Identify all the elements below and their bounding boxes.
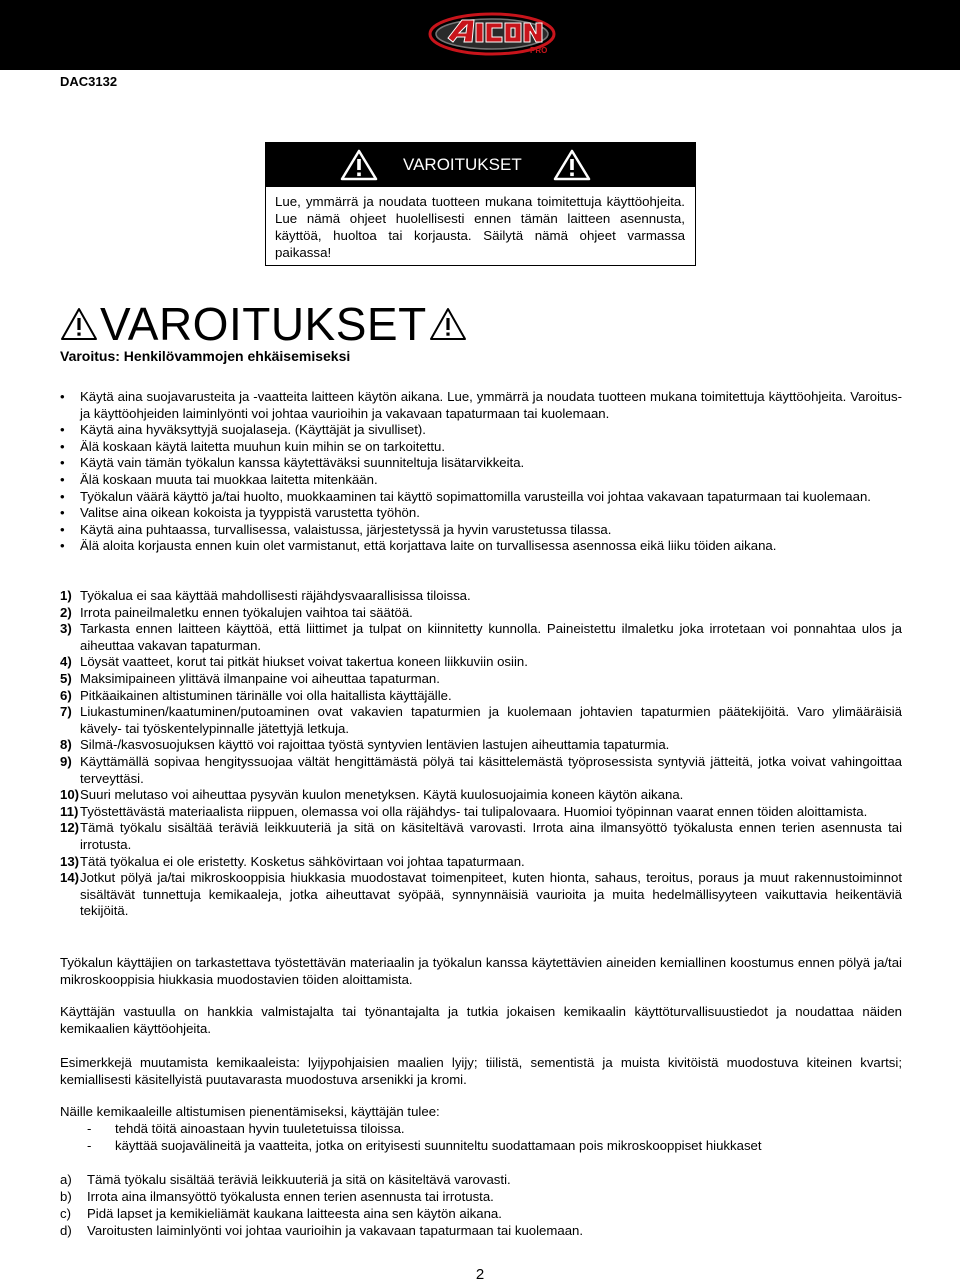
numbered-item (60, 671, 902, 688)
paragraph-exposure-intro: Näille kemikaaleille altistumisen pienentämiseksi, käyttäjän tulee: (60, 1104, 440, 1119)
letter-marker: c) (60, 1206, 71, 1221)
bullet-marker: • (60, 455, 65, 471)
item-number: 7) (60, 704, 72, 720)
bullet-marker: • (60, 488, 65, 504)
numbered-item (60, 854, 902, 871)
bullet-marker: • (60, 438, 65, 454)
list-item-text: Käytä aina hyväksyttyjä suojalaseja. (Käyttäjät ja sivulliset). (80, 422, 426, 438)
item-text: Jotkut pölyä ja/tai mikroskooppisia hiukkasia muodostavat toimenpiteet, kuten hionta, sahaus, teroitus, poraus ja muut rakennustoiminnot sisältävät tunnettuja kemikaaleja, jotka aiheuttavat syöpää, synnynnäisiä vaurioita ja muita hedelmällisyyteen vaikuttavia heikentäviä tekijöitä. (80, 870, 902, 919)
item-number: 5) (60, 670, 72, 686)
warning-box-text: Lue, ymmärrä ja noudata tuotteen mukana toimitettuja käyttöohjeita. Lue nämä ohjeet huolellisesti ennen tämän laitteen asennusta, käyttöä, huoltoa tai korjausta. Säilytä nämä ohjeet varmassa paikassa! (275, 194, 685, 260)
warning-box (265, 142, 696, 266)
warning-box-header (266, 143, 695, 187)
bullet-marker: • (60, 422, 65, 438)
list-item-text: Älä koskaan muuta tai muokkaa laitetta mitenkään. (80, 471, 378, 487)
document-code: DAC3132 (60, 74, 118, 89)
numbered-item (60, 787, 902, 804)
section-title: VAROITUKSET (100, 298, 427, 350)
section-subtitle: Varoitus: Henkilövammojen ehkäisemiseksi (60, 348, 351, 364)
item-text: Työstettävästä materiaalista riippuen, olemassa voi olla räjähdys- tai tulipalovaara. Huomioi työpinnan vaarat ennen töiden aloittamista. (80, 803, 868, 819)
item-number: 12) (60, 820, 80, 836)
dash-marker: - (87, 1137, 92, 1153)
numbered-item (60, 621, 902, 654)
list-item-text: tehdä töitä ainoastaan hyvin tuuletetuissa tiloissa. (115, 1121, 405, 1136)
list-item (60, 538, 902, 555)
list-item-text: Käytä vain tämän työkalun kanssa käytettäväksi suunniteltuja lisätarvikkeita. (80, 455, 525, 471)
list-item (60, 505, 902, 522)
paragraph-chemical-check: Työkalun käyttäjien on tarkastettava työstettävän materiaalin ja työkalun kanssa käytettävien aineiden kemiallinen koostumus ennen pölyä ja/tai mikroskooppisia hiukkasia muodostavien töiden aloittamista. (60, 955, 902, 987)
list-item-text: Käytä aina suojavarusteita ja -vaatteita laitteen käytön aikana. Lue, ymmärrä ja noudata tuotteen mukana toimitettuja käyttöohjeita. Varoitus- ja käyttöohjeiden laiminlyönti voi johtaa vaurioihin ja vakavaan tapaturmaan tai kuolemaan. (80, 389, 902, 421)
item-number: 11) (60, 803, 79, 819)
list-item (60, 1138, 902, 1155)
item-number: 10) (60, 787, 80, 803)
list-item (60, 489, 902, 506)
list-item-text: Työkalun väärä käyttö ja/tai huolto, muokkaaminen tai käyttö sopimattomilla varusteilla voi johtaa vakavaan tapaturmaan tai kuolemaan. (80, 488, 871, 504)
item-text: Löysät vaatteet, korut tai pitkät hiukset voivat takertua koneen liikkuviin osiin. (80, 654, 528, 670)
item-text: Irrota paineilmaletku ennen työkalujen vaihtoa tai säätöä. (80, 604, 413, 620)
paragraph-chemical-examples: Esimerkkejä muutamista kemikaaleista: lyijypohjaisien maalien lyijy; tiilistä, sementistä ja muista kivitöistä muodostuva kiteinen kvartsi; kemiallisesti käsitellyistä puutavarasta muodostuva arsenikki ja kromi. (60, 1055, 902, 1087)
section-heading (60, 298, 467, 350)
item-text: Silmä-/kasvosuojuksen käyttö voi rajoittaa työstä syntyvien lentävien lastujen aiheuttamia tapaturmia. (80, 737, 670, 753)
list-item-text: Käytä aina puhtaassa, turvallisessa, valaistussa, järjestetyssä ja hyvin varustetussa tilassa. (80, 521, 612, 537)
warning-triangle-icon (429, 306, 467, 342)
numbered-item (60, 737, 902, 754)
list-item (60, 1188, 902, 1205)
warning-box-title: VAROITUKSET (403, 155, 522, 174)
page-number: 2 (475, 1266, 485, 1283)
letter-marker: a) (60, 1172, 72, 1187)
list-item (60, 1171, 902, 1188)
top-banner (0, 0, 960, 70)
numbered-item (60, 820, 902, 853)
list-item (60, 472, 902, 489)
list-item (60, 1222, 902, 1239)
list-item (60, 522, 902, 539)
item-number: 1) (60, 588, 72, 603)
item-number: 6) (60, 687, 72, 703)
warning-triangle-icon (553, 149, 591, 181)
numbered-item (60, 654, 902, 671)
list-item (60, 455, 902, 472)
list-item-text: Tämä työkalu sisältää teräviä leikkuuteriä ja sitä on käsiteltävä varovasti. (87, 1172, 511, 1187)
list-item-text: Älä koskaan käytä laitetta muuhun kuin mihin se on tarkoitettu. (80, 438, 446, 454)
lettered-list (60, 1171, 902, 1239)
numbered-item (60, 704, 902, 737)
numbered-item (60, 804, 902, 821)
dash-marker: - (87, 1121, 92, 1136)
warning-triangle-icon (340, 149, 378, 181)
bullet-marker: • (60, 505, 65, 521)
safety-bullet-list (60, 389, 902, 555)
numbered-safety-list (60, 588, 902, 920)
numbered-item (60, 754, 902, 787)
warning-triangle-icon (60, 306, 98, 342)
exposure-dash-list (60, 1121, 902, 1154)
item-number: 8) (60, 737, 72, 753)
item-text: Liukastuminen/kaatuminen/putoaminen ovat vakavien tapaturmien ja kuolemaan johtavien tapaturmien päätekijöitä. Varo ylimääräisiä kävely- tai työskentelypinnalle jätettyjä letkuja. (80, 704, 902, 736)
item-text: Suuri melutaso voi aiheuttaa pysyvän kuulon menetyksen. Käytä kuulosuojaimia koneen käytön aikana. (80, 787, 684, 803)
bullet-marker: • (60, 389, 65, 404)
numbered-item (60, 605, 902, 622)
bullet-marker: • (60, 538, 65, 554)
bullet-marker: • (60, 471, 65, 487)
letter-marker: d) (60, 1223, 72, 1238)
svg-text:PRO: PRO (530, 46, 548, 55)
aicon-logo (428, 8, 556, 60)
numbered-item (60, 688, 902, 705)
item-number: 4) (60, 654, 72, 670)
item-number: 14) (60, 870, 80, 886)
list-item-text: Irrota aina ilmansyöttö työkalusta ennen terien asennusta tai irrotusta. (87, 1189, 494, 1204)
letter-marker: b) (60, 1189, 72, 1204)
item-text: Tätä työkalua ei ole eristetty. Kosketus sähkövirtaan voi johtaa tapaturmaan. (80, 853, 525, 869)
item-number: 3) (60, 621, 72, 637)
list-item (60, 422, 902, 439)
list-item-text: Valitse aina oikean kokoista ja tyyppistä varustetta työhön. (80, 505, 420, 521)
list-item (60, 389, 902, 422)
item-text: Pitkäaikainen altistuminen tärinälle voi olla haitallista käyttäjälle. (80, 687, 452, 703)
paragraph-user-responsibility: Käyttäjän vastuulla on hankkia valmistajalta tai työnantajalta ja tutkia jokaisen kemikaalin käyttöturvallisuustiedot ja noudattaa näiden kemikaalien käyttöohjeita. (60, 1004, 902, 1036)
item-number: 2) (60, 604, 72, 620)
item-number: 9) (60, 753, 72, 769)
list-item (60, 439, 902, 456)
numbered-item (60, 588, 902, 605)
list-item-text: Pidä lapset ja kemikieliämät kaukana laitteesta aina sen käytön aikana. (87, 1206, 502, 1221)
list-item (60, 1121, 902, 1138)
item-text: Työkalua ei saa käyttää mahdollisesti räjähdysvaarallisissa tiloissa. (80, 588, 471, 603)
item-text: Tarkasta ennen laitteen käyttöä, että liittimet ja tulpat on kiinnitetty kunnolla. Paineistettu ilmaletku joka irrotetaan voi ponnahtaa ulos ja aiheuttaa vakavan tapaturman. (80, 621, 902, 653)
list-item (60, 1205, 902, 1222)
item-text: Tämä työkalu sisältää teräviä leikkuuteriä ja sitä on käsiteltävä varovasti. Irrota aina ilmansyöttö työkalusta ennen terien asennusta tai irrotusta. (80, 820, 902, 852)
list-item-text: käyttää suojavälineitä ja vaatteita, jotka on erityisesti suunniteltu suodattamaan pois mikroskooppiset hiukkaset (115, 1137, 762, 1153)
item-text: Käyttämällä sopivaa hengityssuojaa vältät hengittämästä pölyä tai käsittelemästä työprosessista syntyviä jätteitä, jotka voivat vahingoittaa terveyttäsi. (80, 753, 902, 786)
list-item-text: Varoitusten laiminlyönti voi johtaa vaurioihin ja vakavaan tapaturmaan tai kuolemaan. (87, 1223, 584, 1238)
bullet-marker: • (60, 521, 65, 537)
item-number: 13) (60, 853, 80, 869)
numbered-item (60, 870, 902, 920)
item-text: Maksimipaineen ylittävä ilmanpaine voi aiheuttaa tapaturman. (80, 670, 440, 686)
list-item-text: Älä aloita korjausta ennen kuin olet varmistanut, että korjattava laite on turvallisessa asennossa eikä liiku töiden aikana. (80, 538, 777, 554)
